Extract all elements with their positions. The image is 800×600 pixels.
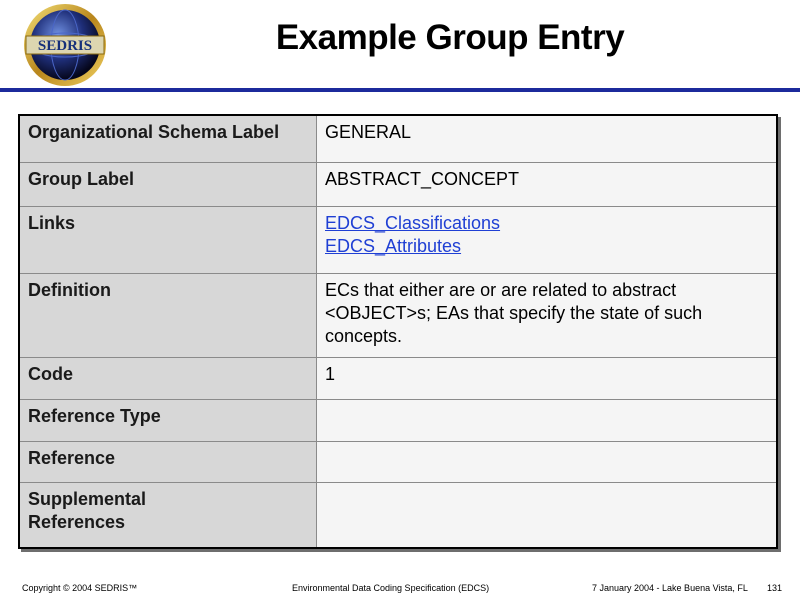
- table-row: [19, 206, 777, 273]
- table-row: [19, 357, 777, 399]
- footer-date-location: 7 January 2004 - Lake Buena Vista, FL: [592, 583, 748, 593]
- row-label: Supplemental References: [19, 482, 317, 548]
- table-row: [19, 482, 777, 548]
- sedris-logo-graphic: [22, 2, 108, 88]
- row-value: ECs that either are or are related to abstract <OBJECT>s; EAs that specify the state of such concepts.: [317, 273, 778, 357]
- title-divider: [0, 88, 800, 92]
- footer-copyright: Copyright © 2004 SEDRIS™: [22, 583, 138, 593]
- row-label: Group Label: [19, 162, 317, 206]
- link-edcs-classifications[interactable]: EDCS_Classifications: [325, 212, 501, 233]
- row-label: Links: [19, 206, 317, 273]
- table-row: [19, 162, 777, 206]
- sedris-logo: [22, 2, 108, 88]
- table-row: [19, 115, 777, 162]
- row-value: ABSTRACT_CONCEPT: [317, 162, 778, 206]
- row-value: 1: [317, 357, 778, 399]
- row-label: Code: [19, 357, 317, 399]
- table-row: [19, 273, 777, 357]
- row-label: Organizational Schema Label: [19, 115, 317, 162]
- page-title: Example Group Entry: [275, 18, 625, 57]
- row-value: [317, 482, 778, 548]
- links-cell: [317, 206, 778, 273]
- footer-page-number: 131: [767, 583, 783, 593]
- row-label: Reference: [19, 441, 317, 482]
- row-value: [317, 441, 778, 482]
- svg-text:SEDRIS: SEDRIS: [37, 38, 93, 54]
- row-value: GENERAL: [317, 115, 778, 162]
- footer-spec-title: Environmental Data Coding Specification (EDCS): [292, 583, 490, 593]
- row-label: Reference Type: [19, 399, 317, 441]
- group-entry-table: [18, 114, 778, 549]
- link-edcs-attributes[interactable]: EDCS_Attributes: [325, 235, 462, 256]
- table-row: [19, 399, 777, 441]
- row-label: Definition: [19, 273, 317, 357]
- row-value: [317, 399, 778, 441]
- table-row: [19, 441, 777, 482]
